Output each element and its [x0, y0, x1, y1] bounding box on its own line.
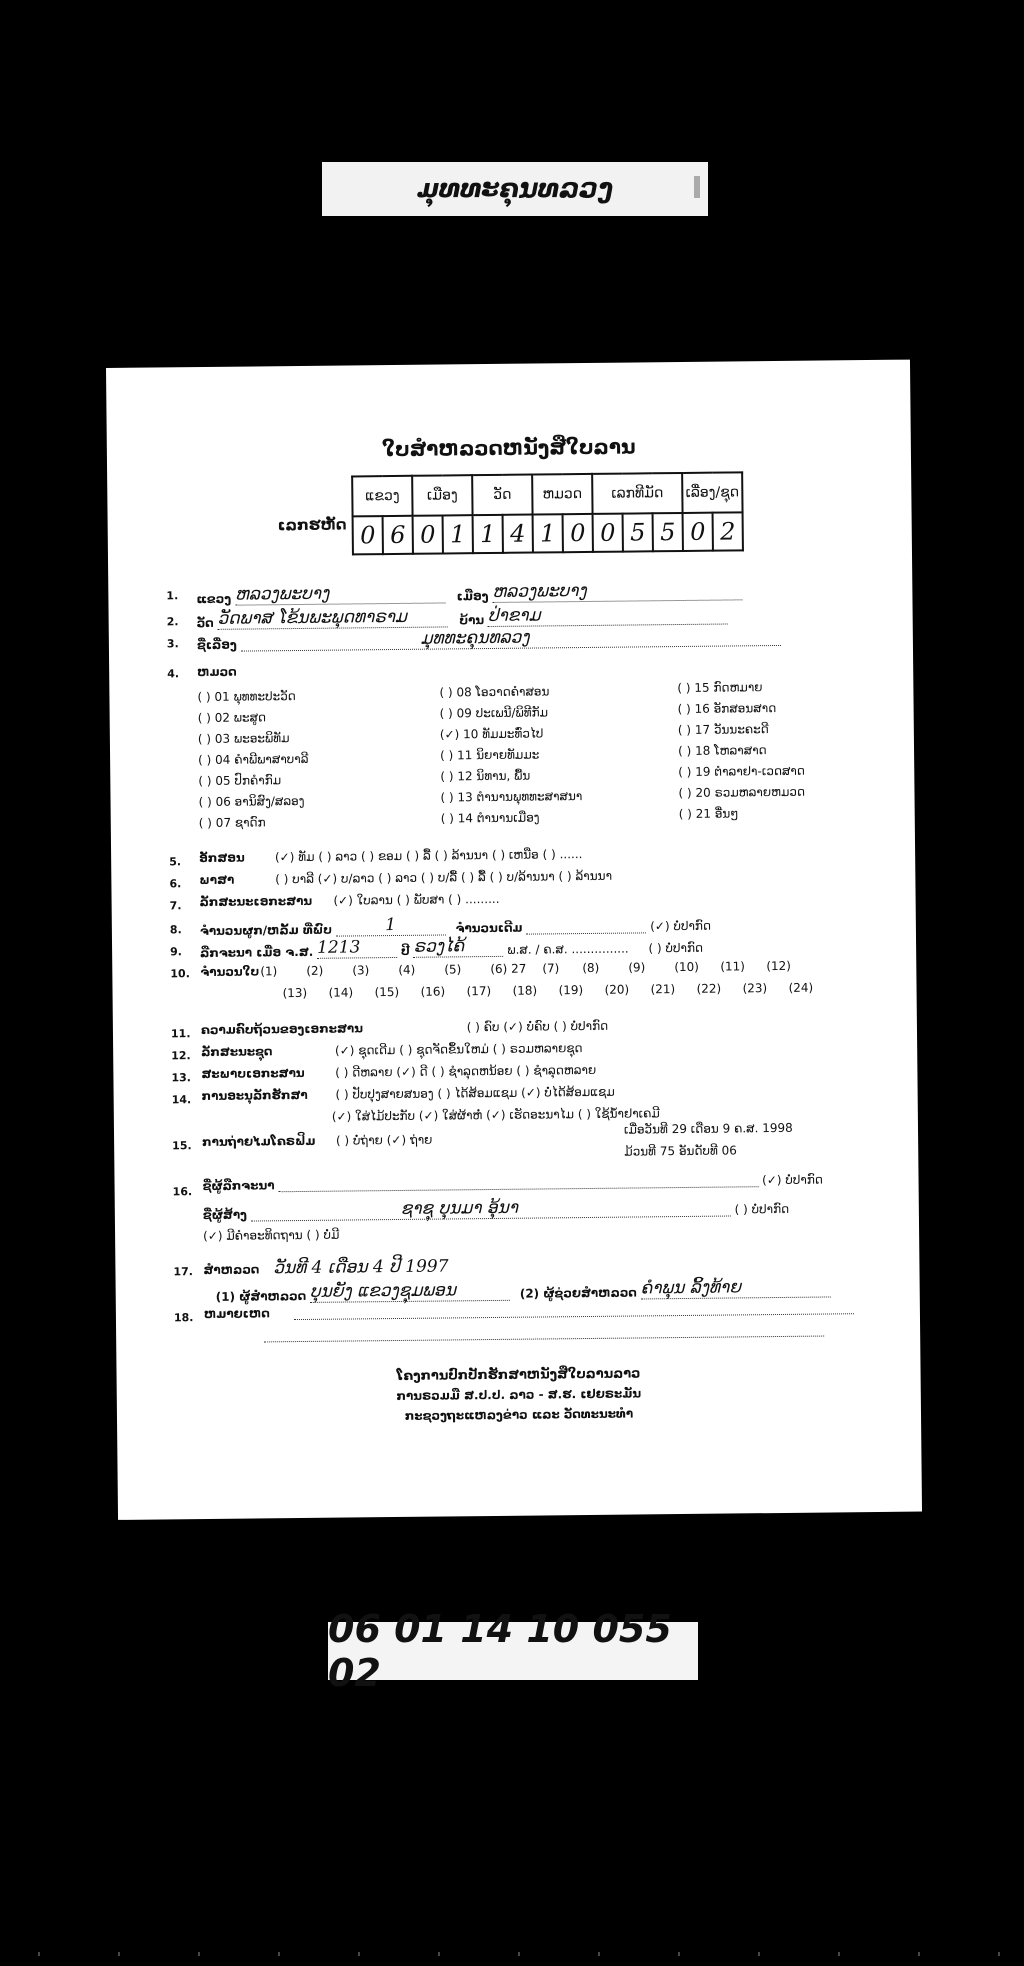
film-edge: [0, 1952, 1024, 1956]
code-digit: 6: [383, 516, 413, 554]
form-title: ໃບສຳຫລວດຫນັງສືໃບລານ: [381, 434, 636, 462]
field-title: ຊື່ເລື່ອງ ມຸທທະຄຸນທລວງ: [197, 625, 781, 652]
field-written-date: ລືກຈະນາ ເມື່ອ ຈ.ສ. 1213 ປີ ຣວງໄຄ້ ພ.ສ. / ຄ.ສ. ............... ( ) ບໍ່ປາກົດ: [200, 936, 704, 961]
field-temple: ວັດ ວັດພາສ ໂຂ້ນພະພຸດທາຣາມ ບ້ານ ປ່າຂາມ: [197, 604, 729, 631]
categories-col2: ( ) 08 ໂອວາດຄຳສອນ ( ) 09 ປະເພນີ/ພິທີກັມ (✓) 10 ທັມມະທົ່ວໄປ ( ) 11 ນິຍາຍທັມມະ ( ) 12 ນິທານ, ພື້ນ ( ) 13 ຕຳນານພຸທທະສາສນາ ( ) 14 ຕຳນານເມືອງ: [439, 684, 583, 826]
code-digit: 1: [533, 514, 563, 552]
code-digit: 5: [623, 513, 653, 551]
field-province: ແຂວງ ຫລວງພະບາງ ເມືອງ ຫລວງພະບາງ: [196, 579, 742, 606]
field-count: ຈຳນວນຜູກ/ຫລັ້ມ ທີ່ພົບ 1 ຈຳນວນເດີມ (✓) ບໍ່ປາກົດ: [199, 914, 712, 939]
field-survey-date: ສຳຫລວດ ວັນທີ 4 ເດືອນ 4 ປີ 1997: [203, 1256, 449, 1279]
categories-col3: ( ) 15 ກົດຫມາຍ ( ) 16 ອັກສອນສາດ ( ) 17 ວັນນະຄະດີ ( ) 18 ໂຫລາສາດ ( ) 19 ຕຳລາຢາ-ເວດສາດ ( ) 20 ຣວມຫລາຍຫມວດ ( ) 21 ອື່ນໆ: [677, 680, 806, 822]
footer-line1: ໂຄງການປົກປັກຮັກສາຫນັງສືໃບລານລາວ: [396, 1366, 641, 1385]
field-scribe: ຊື່ຜູ້ລືກຈະນາ (✓) ບໍ່ປາກົດ: [202, 1172, 823, 1194]
code-digit: 1: [473, 515, 503, 553]
code-header-province: ແຂວງ: [352, 476, 412, 517]
field-set-type: ລັກສະນະຊຸດ (✓) ຊຸດເດີມ ( ) ຊຸດຈັດຂຶ້ນໃຫມ່ ( ) ຣວມຫລາຍຊຸດ: [201, 1041, 583, 1060]
bottom-code-label: [328, 1607, 698, 1695]
field-completeness: ຄວາມຄົບຖ້ວນຂອງເອກະສານ ( ) ຄົບ (✓) ບໍ່ຄົບ ( ) ບໍ່ປາກົດ: [200, 1018, 609, 1038]
footer-line2: ການຣວມມື ສ.ປ.ປ. ລາວ - ສ.ຮ. ເຢຍຣະມັນ: [396, 1386, 642, 1404]
title-value: ມຸທທະຄຸນທລວງ: [240, 625, 780, 652]
microfilm-date: ເມື່ອວັນທີ 29 ເດືອນ 9 ຄ.ສ. 1998: [623, 1120, 793, 1137]
field-conservation-row2: (✓) ໃສ່ໄມ້ປະກັບ (✓) ໃສ່ຜ້າຫໍ່ (✓) ເຮັດອະນາໄມ ( ) ໃຊ້ນ້ຳຢາເຄມີ: [331, 1106, 660, 1124]
temple-value: ວັດພາສ ໂຂ້ນພະພຸດທາຣາມ: [217, 606, 447, 629]
assistant-name: ຄຳພຸນ ລິ້ງທ້າຍ: [641, 1276, 831, 1299]
code-digit: 0: [413, 515, 443, 553]
field-sponsor: ຊື່ຜູ້ສ້າງ ຊາຊຸ ບຸນມາ ອຸ້ນາ ( ) ບໍ່ປາກົດ: [203, 1195, 789, 1222]
village-value: ປ່າຂາມ: [488, 604, 728, 628]
header-label-strip: [322, 162, 708, 216]
code-digit: 5: [653, 513, 683, 551]
field-microfilm: ການຖ່າຍໄມໂຄຣຟິມ ( ) ບໍ່ຖ່າຍ (✓) ຖ່າຍ: [202, 1132, 433, 1150]
field-language: ພາສາ ( ) ບາລີ (✓) ບ/ລາວ ( ) ລາວ ( ) ບ/ລື້ ( ) ລື້ ( ) ບ/ລ້ານນາ ( ) ລ້ານນາ: [199, 868, 613, 888]
surveyor-name: ບຸນຍັງ ແຂວງຊຸມພອນ: [310, 1280, 510, 1303]
district-value: ຫລວງພະບາງ: [492, 579, 742, 603]
code-label: ເລກຮຫັດ: [277, 515, 347, 535]
pages-row1: (1) (2) (3) (4) (5) (6) 27 (7) (8) (9) (10) (11) (12): [260, 958, 792, 979]
categories-col1: ( ) 01 ພຸທທະປະວັດ ( ) 02 ພະສູດ ( ) 03 ພະອະພິທັມ ( ) 04 ຄຳພີພາສາບາລີ ( ) 05 ປົກຄຳກົມ ( ) 06 ອານິສົງ/ສລອງ ( ) 07 ຊາດົກ: [197, 689, 309, 831]
code-header-story: ເລື່ອງ/ຊຸດ: [682, 472, 742, 513]
code-digit: 2: [713, 512, 743, 550]
code-digit: 1: [443, 515, 473, 553]
code-digit: 0: [353, 516, 383, 554]
code-header-bundle: ເລກທີມັດ: [592, 473, 682, 514]
code-table: [351, 471, 744, 555]
header-label-text: ມຸທທະຄຸນທລວງ: [417, 174, 613, 204]
code-header-category: ຫມວດ: [532, 474, 592, 515]
footer-line3: ກະຊວງຖະແຫລງຂ່າວ ແລະ ວັດທະນະທຳ: [404, 1406, 634, 1423]
survey-form-sheet: ໃບສຳຫລວດຫນັງສືໃບລານ ເລກຮຫັດ ແຂວງ ເມືອງ ວັດ ຫມວດ ເລກທີມັດ ເລື່ອງ/ຊຸດ 0 6 0 1 1 4 1 0 0 5 5 0 2 1. ແຂວງ ຫລວງພະບາງ ເມືອງ ຫລວງພະບາງ 2. ວັດ ວັດພາສ ໂຂ້ນພະພຸດທາຣາມ ບ້ານ ປ່າຂາມ 3. ຊື່ເລື່ອງ ມຸທທະຄຸນທລວງ 4. ຫມວດ ( ) 01 ພຸທທະປະວັດ ( ) 02 ພະສູດ ( ) 03 ພະອະພິທັມ ( ) 04 ຄຳພີພາສາບາລີ ( ) 05 ປົກຄຳກົມ ( ) 06 ອານິສົງ/ສລອງ ( ) 07 ຊາດົກ ( ) 08 ໂອວາດຄຳສອນ ( ) 09 ປະເພນີ/ພິທີກັມ (✓) 10 ທັມມະທົ່ວໄປ ( ) 11 ນິຍາຍທັມມະ ( ) 12 ນິທານ, ພື້ນ ( ) 13 ຕຳນານພຸທທະສາສນາ ( ) 14 ຕຳນານເມືອງ ( ) 15 ກົດຫມາຍ ( ) 16 ອັກສອນສາດ ( ) 17 ວັນນະຄະດີ ( ) 18 ໂຫລາສາດ ( ) 19 ຕຳລາຢາ-ເວດສາດ ( ) 20 ຣວມຫລາຍຫມວດ ( ) 21 ອື່ນໆ 5. ອັກສອນ (✓) ທັມ ( ) ລາວ ( ) ຂອມ ( ) ລື້ ( ) ລ້ານນາ ( ) ເຫນືອ ( ) ...... 6. ພາສາ ( ) ບາລີ (✓) ບ/ລາວ ( ) ລາວ ( ) ບ/ລື້ ( ) ລື້ ( ) ບ/ລ້ານນາ ( ) ລ້ານນາ 7. ລັກສະນະເອກະສານ (✓) ໃບລານ ( ) ພັບສາ ( ) ......... 8. ຈຳນວນຜູກ/ຫລັ້ມ ທີ່ພົບ 1 ຈຳນວນເດີມ (✓) ບໍ່ປາກົດ 9. ລືກຈະນາ ເມື່ອ ຈ.ສ. 1213 ປີ ຣວງໄຄ້ ພ.ສ. / ຄ.ສ. ............... ( ) ບໍ່ປາກົດ 10. ຈຳນວນໃບ (1) (2) (3) (4) (5) (6) 27 (7) (8) (9) (10) (11) (12) (13) (14) (15) (16) (17) (18) (19) (20) (21) (22) (23) (24) 11. ຄວາມຄົບຖ້ວນຂອງເອກະສານ ( ) ຄົບ (✓) ບໍ່ຄົບ ( ) ບໍ່ປາກົດ 12. ລັກສະນະຊຸດ (✓) ຊຸດເດີມ ( ) ຊຸດຈັດຂຶ້ນໃຫມ່ ( ) ຣວມຫລາຍຊຸດ 13. ສະພາບເອກະສານ ( ) ດີຫລາຍ (✓) ດີ ( ) ຊຳລຸດຫນ້ອຍ ( ) ຊຳລຸດຫລາຍ 14. ການອະນຸລັກຮັກສາ ( ) ປັບປຸງສາຍສນອງ ( ) ໄດ້ສ້ອມແຊມ (✓) ບໍ່ໄດ້ສ້ອມແຊມ (✓) ໃສ່ໄມ້ປະກັບ (✓) ໃສ່ຜ້າຫໍ່ (✓) ເຮັດອະນາໄມ ( ) ໃຊ້ນ້ຳຢາເຄມີ 15. ການຖ່າຍໄມໂຄຣຟິມ ( ) ບໍ່ຖ່າຍ (✓) ຖ່າຍ ເມື່ອວັນທີ 29 ເດືອນ 9 ຄ.ສ. 1998 ມ້ວນທີ 75 ອັນດັບທີ 06 16. ຊື່ຜູ້ລືກຈະນາ (✓) ບໍ່ປາກົດ ຊື່ຜູ້ສ້າງ ຊາຊຸ ບຸນມາ ອຸ້ນາ ( ) ບໍ່ປາກົດ (✓) ມີຄຳອະທິດຖານ ( ) ບໍ່ມີ 17. ສຳຫລວດ ວັນທີ 4 ເດືອນ 4 ປີ 1997 (1) ຜູ້ສຳຫລວດ ບຸນຍັງ ແຂວງຊຸມພອນ (2) ຜູ້ຊ່ວຍສຳຫລວດ ຄຳພຸນ ລິ້ງທ້າຍ 18. ຫມາຍເຫດ ໂຄງການປົກປັກຮັກສາຫນັງສືໃບລານລາວ ການຣວມມື ສ.ປ.ປ. ລາວ - ສ.ຮ. ເຢຍຣະມັນ ກະຊວງຖະແຫລງຂ່າວ ແລະ ວັດທະນະທຳ: [106, 360, 922, 1520]
code-header-district: ເມືອງ: [412, 475, 472, 516]
province-value: ຫລວງພະບາງ: [235, 582, 445, 605]
code-digit: 0: [593, 514, 623, 552]
pages-row2: (13) (14) (15) (16) (17) (18) (19) (20) (21) (22) (23) (24): [282, 980, 814, 1001]
code-digit: 0: [683, 513, 713, 551]
field-surveyors: (1) ຜູ້ສຳຫລວດ ບຸນຍັງ ແຂວງຊຸມພອນ (2) ຜູ້ຊ່ວຍສຳຫລວດ ຄຳພຸນ ລິ້ງທ້າຍ: [216, 1276, 831, 1303]
code-digit: 0: [563, 514, 593, 552]
microfilm-roll: ມ້ວນທີ 75 ອັນດັບທີ 06: [624, 1143, 737, 1159]
code-digit: 4: [503, 515, 533, 553]
field-prayer: (✓) ມີຄຳອະທິດຖານ ( ) ບໍ່ມີ: [203, 1227, 340, 1244]
bottom-code-text: 06 01 14 10 055 02: [328, 1607, 672, 1695]
field-material: ລັກສະນະເອກະສານ (✓) ໃບລານ ( ) ພັບສາ ( ) .........: [199, 891, 500, 910]
code-header-temple: ວັດ: [472, 475, 532, 516]
field-conservation: ການອະນຸລັກຮັກສາ ( ) ປັບປຸງສາຍສນອງ ( ) ໄດ້ສ້ອມແຊມ (✓) ບໍ່ໄດ້ສ້ອມແຊມ: [201, 1084, 615, 1104]
field-notes: ຫມາຍເຫດ: [204, 1300, 854, 1321]
field-script: ອັກສອນ (✓) ທັມ ( ) ລາວ ( ) ຂອມ ( ) ລື້ ( ) ລ້ານນາ ( ) ເຫນືອ ( ) ......: [199, 847, 583, 866]
field-condition: ສະພາບເອກະສານ ( ) ດີຫລາຍ (✓) ດີ ( ) ຊຳລຸດຫນ້ອຍ ( ) ຊຳລຸດຫລາຍ: [201, 1062, 597, 1082]
